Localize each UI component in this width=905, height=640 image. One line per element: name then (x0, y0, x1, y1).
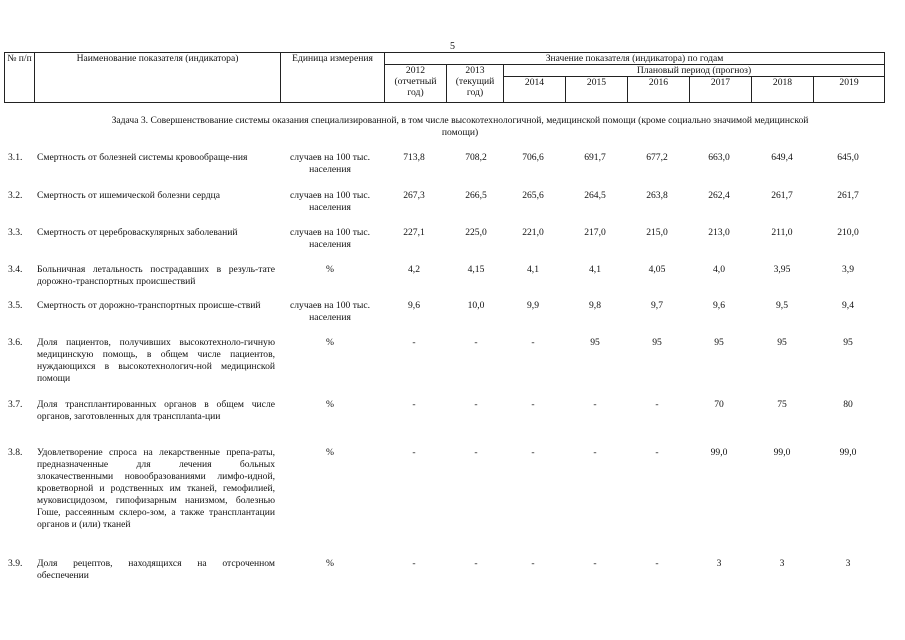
value-cell: - (655, 558, 659, 569)
row-number: 3.3. (8, 227, 23, 238)
value-cell: 9,5 (776, 300, 788, 311)
indicator-name: Доля трансплантированных органов в общем числе органов, заготовленных для трансплanta-ции (37, 399, 275, 422)
row-number: 3.1. (8, 152, 23, 163)
indicator-name: Смертность от болезней системы кровообраще-ния (37, 152, 248, 163)
value-cell: 3,95 (773, 264, 791, 275)
value-cell: 261,7 (771, 190, 793, 201)
value-cell: - (474, 399, 478, 410)
value-cell: 267,3 (403, 190, 425, 201)
page-number: 5 (450, 41, 455, 52)
value-cell: 263,8 (646, 190, 668, 201)
unit-cell: % (326, 558, 334, 569)
value-cell: - (531, 399, 535, 410)
header-plan-period: Плановый период (прогноз) (504, 65, 885, 77)
header-year-2013: 2013 (текущий год) (447, 65, 504, 103)
header-unit: Единица измерения (281, 53, 385, 103)
value-cell: 221,0 (522, 227, 544, 238)
value-cell: 4,0 (713, 264, 725, 275)
value-cell: 95 (590, 337, 600, 348)
indicator-name: Смертность от цереброваскулярных заболеваний (37, 227, 238, 238)
value-cell: 691,7 (584, 152, 606, 163)
value-cell: 3 (716, 558, 722, 569)
value-cell: 213,0 (708, 227, 730, 238)
task-title: Задача 3. Совершенствование системы оказания специализированной, в том числе высокотехнологичной, медицинской помощи (кроме социально значимой медицинской помощи) (111, 115, 809, 138)
value-cell: 210,0 (837, 227, 859, 238)
unit-cell: случаев на 100 тыс. населения (290, 190, 370, 213)
value-cell: 4,1 (589, 264, 601, 275)
value-cell: 95 (652, 337, 662, 348)
value-cell: - (474, 558, 478, 569)
header-plan-year: 2016 (628, 77, 690, 103)
row-number: 3.2. (8, 190, 23, 201)
indicator-name: Больничная летальность пострадавших в резуль-тате дорожно-транспортных происшествий (37, 264, 275, 287)
header-plan-year: 2014 (504, 77, 566, 103)
value-cell: - (593, 399, 597, 410)
value-cell: 95 (714, 337, 724, 348)
unit-cell: случаев на 100 тыс. населения (290, 152, 370, 175)
value-cell: 3,9 (842, 264, 854, 275)
unit-cell: % (326, 264, 334, 275)
value-cell: 261,7 (837, 190, 859, 201)
value-cell: 99,0 (710, 447, 728, 458)
value-cell: 9,7 (651, 300, 663, 311)
value-cell: 265,6 (522, 190, 544, 201)
value-cell: - (412, 558, 416, 569)
value-cell: 99,0 (773, 447, 791, 458)
value-cell: - (531, 558, 535, 569)
header-plan-year: 2017 (690, 77, 752, 103)
row-number: 3.4. (8, 264, 23, 275)
row-number: 3.7. (8, 399, 23, 410)
value-cell: 264,5 (584, 190, 606, 201)
value-cell: - (412, 337, 416, 348)
value-cell: 80 (843, 399, 853, 410)
value-cell: 645,0 (837, 152, 859, 163)
unit-cell: % (326, 447, 334, 458)
value-cell: - (531, 447, 535, 458)
indicator-name: Смертность от дорожно-транспортных происше-ствий (37, 300, 261, 311)
value-cell: - (412, 399, 416, 410)
value-cell: 211,0 (771, 227, 793, 238)
unit-cell: случаев на 100 тыс. населения (290, 227, 370, 250)
value-cell: 677,2 (646, 152, 668, 163)
value-cell: 266,5 (465, 190, 487, 201)
indicator-name: Смертность от ишемической болезни сердца (37, 190, 221, 201)
indicator-name: Доля пациентов, получивших высокотехноло-гичную медицинскую помощь, в общем числе пациентов, нуждающихся в высокотехнологич-ной медицинской помощи (37, 337, 275, 384)
row-number: 3.5. (8, 300, 23, 311)
unit-cell: % (326, 399, 334, 410)
header-values-title: Значение показателя (индикатора) по годам (385, 53, 885, 65)
value-cell: - (474, 337, 478, 348)
value-cell: 4,15 (467, 264, 485, 275)
value-cell: - (593, 447, 597, 458)
indicator-name: Доля рецептов, находящихся на отсроченном обеспечении (37, 558, 275, 581)
value-cell: 4,1 (527, 264, 539, 275)
value-cell: 706,6 (522, 152, 544, 163)
value-cell: 95 (843, 337, 853, 348)
value-cell: 215,0 (646, 227, 668, 238)
value-cell: 217,0 (584, 227, 606, 238)
value-cell: - (412, 447, 416, 458)
value-cell: 708,2 (465, 152, 487, 163)
value-cell: - (593, 558, 597, 569)
value-cell: 4,2 (408, 264, 420, 275)
row-number: 3.8. (8, 447, 23, 458)
header-plan-year: 2019 (814, 77, 885, 103)
value-cell: 4,05 (648, 264, 666, 275)
unit-cell: случаев на 100 тыс. населения (290, 300, 370, 323)
value-cell: 262,4 (708, 190, 730, 201)
value-cell: - (655, 447, 659, 458)
table-header (4, 52, 885, 103)
value-cell: 9,4 (842, 300, 854, 311)
value-cell: - (531, 337, 535, 348)
value-cell: 3 (845, 558, 851, 569)
value-cell: 9,8 (589, 300, 601, 311)
value-cell: 649,4 (771, 152, 793, 163)
value-cell: 9,6 (408, 300, 420, 311)
header-name: Наименование показателя (индикатора) (35, 53, 281, 103)
value-cell: 99,0 (839, 447, 857, 458)
row-number: 3.6. (8, 337, 23, 348)
value-cell: - (474, 447, 478, 458)
header-plan-year: 2015 (566, 77, 628, 103)
value-cell: 713,8 (403, 152, 425, 163)
value-cell: 3 (779, 558, 785, 569)
header-num: № п/п (5, 53, 35, 103)
value-cell: 9,6 (713, 300, 725, 311)
value-cell: 75 (777, 399, 787, 410)
header-year-2012: 2012 (отчетный год) (385, 65, 447, 103)
unit-cell: % (326, 337, 334, 348)
value-cell: 663,0 (708, 152, 730, 163)
value-cell: - (655, 399, 659, 410)
value-cell: 70 (714, 399, 724, 410)
value-cell: 95 (777, 337, 787, 348)
row-number: 3.9. (8, 558, 23, 569)
value-cell: 227,1 (403, 227, 425, 238)
header-plan-year: 2018 (752, 77, 814, 103)
value-cell: 225,0 (465, 227, 487, 238)
indicator-name: Удовлетворение спроса на лекарственные препа-раты, предназначенные для лечения больных злокачественными новообразованиями лимфо-идной, кроветворной и родственных им тканей, гемофилией, муковисцидозом, гипофизарным нанизмом, болезнью Гоше, рассеянным склеро-зом, а также трансплантации органов и (или) тканей (37, 447, 275, 530)
value-cell: 9,9 (527, 300, 539, 311)
value-cell: 10,0 (467, 300, 485, 311)
